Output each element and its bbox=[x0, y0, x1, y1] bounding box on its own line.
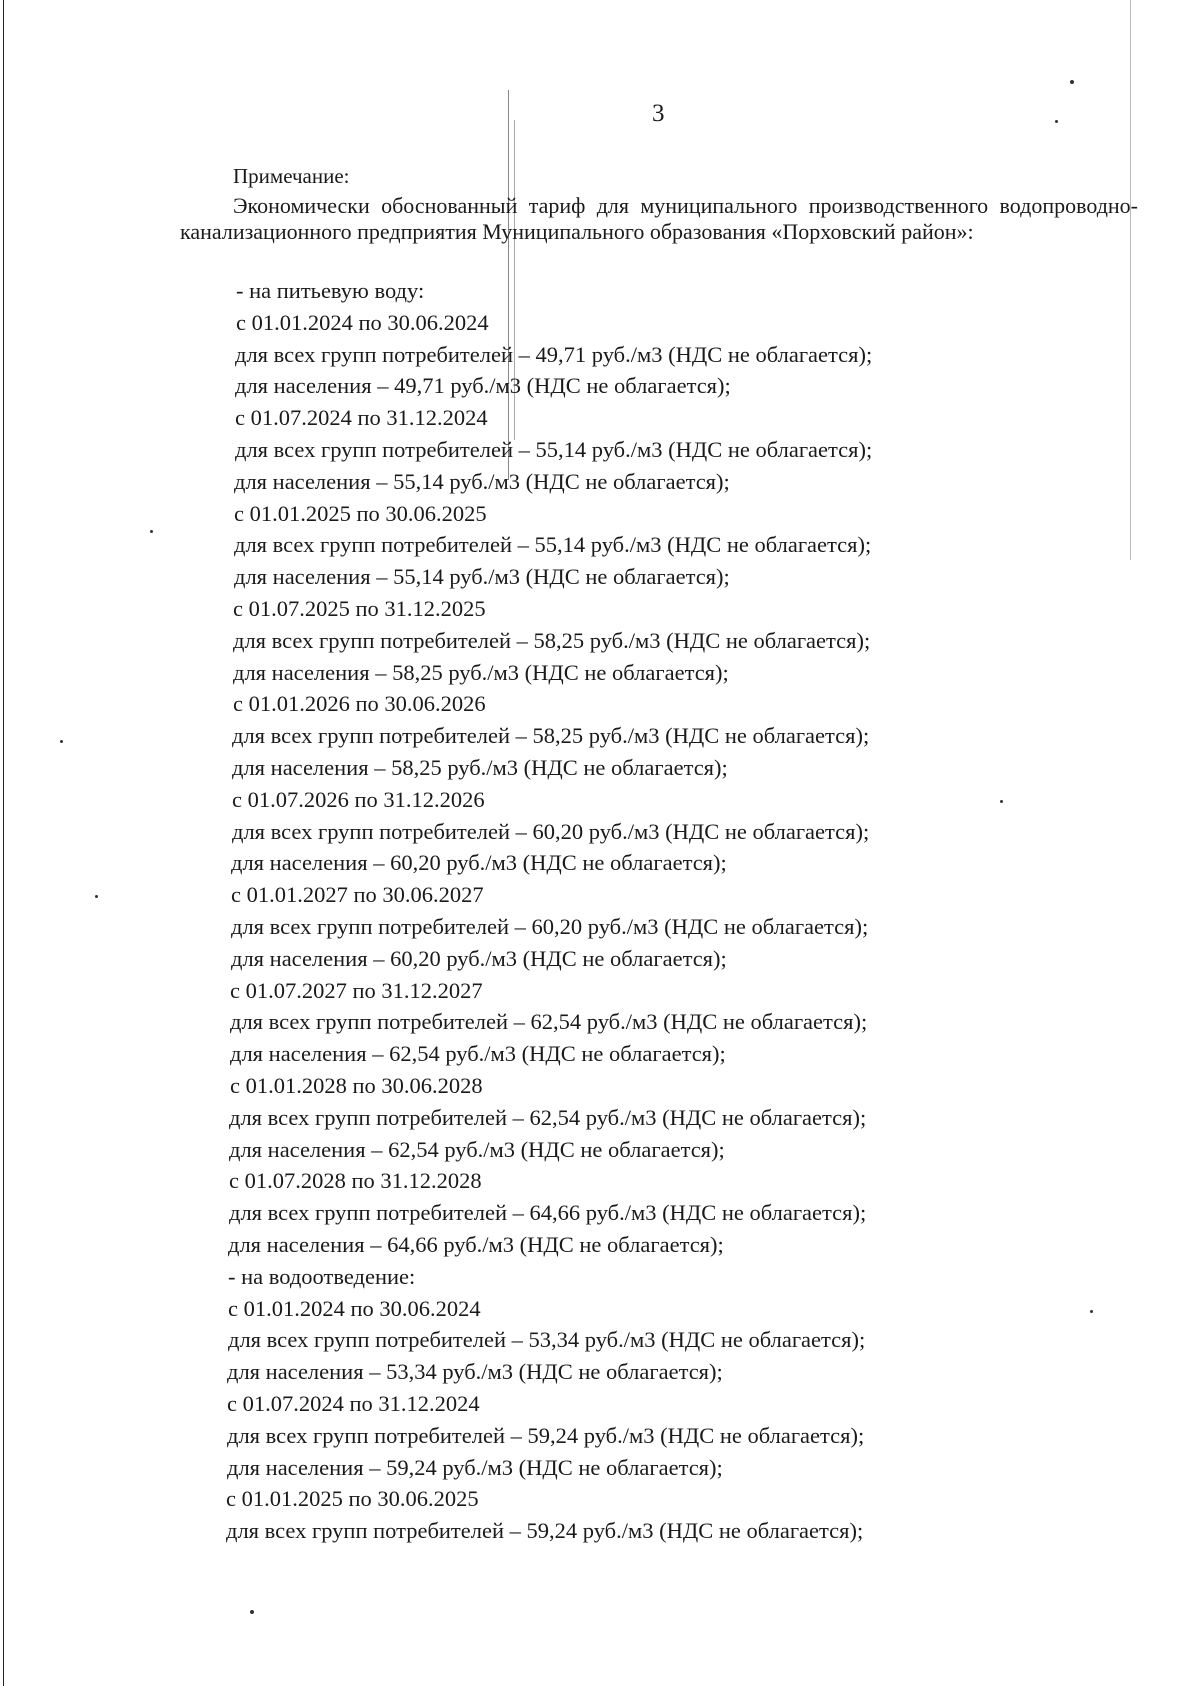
rate-all-consumers: для всех групп потребителей – 64,66 руб./м3 (НДС не облагается); bbox=[229, 1200, 867, 1225]
period-line: с 01.07.2025 по 31.12.2025 bbox=[233, 596, 486, 621]
rate-all-consumers: для всех групп потребителей – 55,14 руб./м3 (НДС не облагается); bbox=[234, 532, 872, 557]
period-line: с 01.01.2027 по 30.06.2027 bbox=[231, 882, 484, 907]
rate-population: для населения – 60,20 руб./м3 (НДС не облагается); bbox=[231, 946, 727, 971]
scan-speck bbox=[1070, 80, 1074, 84]
period-line: с 01.01.2025 по 30.06.2025 bbox=[226, 1486, 479, 1511]
rate-all-consumers: для всех групп потребителей – 53,34 руб./м3 (НДС не облагается); bbox=[228, 1327, 866, 1352]
scan-speck bbox=[250, 1610, 254, 1614]
scan-speck bbox=[1000, 800, 1003, 803]
rate-all-consumers: для всех групп потребителей – 59,24 руб./м3 (НДС не облагается); bbox=[227, 1423, 865, 1448]
rate-population: для населения – 49,71 руб./м3 (НДС не облагается); bbox=[235, 373, 731, 398]
rate-population: для населения – 55,14 руб./м3 (НДС не облагается); bbox=[234, 469, 730, 494]
intro-paragraph bbox=[180, 193, 1138, 245]
period-line: с 01.07.2024 по 31.12.2024 bbox=[227, 1391, 480, 1416]
period-line: с 01.01.2028 по 30.06.2028 bbox=[230, 1073, 483, 1098]
scan-speck bbox=[60, 740, 63, 743]
rate-all-consumers: для всех групп потребителей – 60,20 руб./м3 (НДС не облагается); bbox=[231, 914, 869, 939]
rate-population: для населения – 59,24 руб./м3 (НДС не облагается); bbox=[227, 1455, 723, 1480]
rate-all-consumers: для всех групп потребителей – 60,20 руб./м3 (НДС не облагается); bbox=[232, 819, 870, 844]
scan-artifact-line bbox=[1130, 0, 1131, 560]
period-line: с 01.07.2027 по 31.12.2027 bbox=[230, 978, 483, 1003]
section-heading: - на водоотведение: bbox=[228, 1264, 416, 1289]
scan-artifact-line bbox=[508, 90, 509, 480]
period-line: с 01.01.2026 по 30.06.2026 bbox=[233, 691, 486, 716]
rate-all-consumers: для всех групп потребителей – 55,14 руб./м3 (НДС не облагается); bbox=[235, 437, 873, 462]
rate-population: для населения – 55,14 руб./м3 (НДС не облагается); bbox=[234, 564, 730, 589]
period-line: с 01.07.2028 по 31.12.2028 bbox=[229, 1168, 482, 1193]
rate-all-consumers: для всех групп потребителей – 62,54 руб./м3 (НДС не облагается); bbox=[230, 1009, 868, 1034]
scan-left-border bbox=[3, 0, 4, 1686]
rate-population: для населения – 58,25 руб./м3 (НДС не облагается); bbox=[232, 755, 728, 780]
rate-all-consumers: для всех групп потребителей – 58,25 руб./м3 (НДС не облагается); bbox=[232, 723, 870, 748]
period-line: с 01.01.2024 по 30.06.2024 bbox=[236, 310, 489, 335]
note-title: Примечание: bbox=[233, 164, 350, 188]
section-heading: - на питьевую воду: bbox=[236, 278, 425, 303]
period-line: с 01.01.2024 по 30.06.2024 bbox=[228, 1296, 481, 1321]
period-line: с 01.07.2026 по 31.12.2026 bbox=[232, 787, 485, 812]
rate-all-consumers: для всех групп потребителей – 58,25 руб./м3 (НДС не облагается); bbox=[233, 628, 871, 653]
rate-all-consumers: для всех групп потребителей – 62,54 руб./м3 (НДС не облагается); bbox=[229, 1105, 867, 1130]
rate-all-consumers: для всех групп потребителей – 59,24 руб./м3 (НДС не облагается); bbox=[226, 1518, 864, 1543]
rate-all-consumers: для всех групп потребителей – 49,71 руб./м3 (НДС не облагается); bbox=[235, 342, 873, 367]
period-line: с 01.01.2025 по 30.06.2025 bbox=[234, 501, 487, 526]
rate-population: для населения – 62,54 руб./м3 (НДС не облагается); bbox=[229, 1137, 725, 1162]
period-line: с 01.07.2024 по 31.12.2024 bbox=[235, 405, 488, 430]
scan-speck bbox=[1090, 1310, 1093, 1313]
scan-speck bbox=[150, 530, 153, 533]
scan-speck bbox=[1055, 120, 1058, 123]
page-number: 3 bbox=[652, 100, 665, 127]
rate-population: для населения – 62,54 руб./м3 (НДС не облагается); bbox=[230, 1041, 726, 1066]
intro-text: Экономически обоснованный тариф для муниципального производственного водопроводно-канализационного предприятия Муниципального образования «Порховский район»: bbox=[180, 193, 1138, 244]
rate-population: для населения – 58,25 руб./м3 (НДС не облагается); bbox=[233, 660, 729, 685]
rate-population: для населения – 64,66 руб./м3 (НДС не облагается); bbox=[228, 1232, 724, 1257]
scan-speck bbox=[95, 895, 98, 898]
rate-population: для населения – 53,34 руб./м3 (НДС не облагается); bbox=[227, 1359, 723, 1384]
rate-population: для населения – 60,20 руб./м3 (НДС не облагается); bbox=[231, 850, 727, 875]
